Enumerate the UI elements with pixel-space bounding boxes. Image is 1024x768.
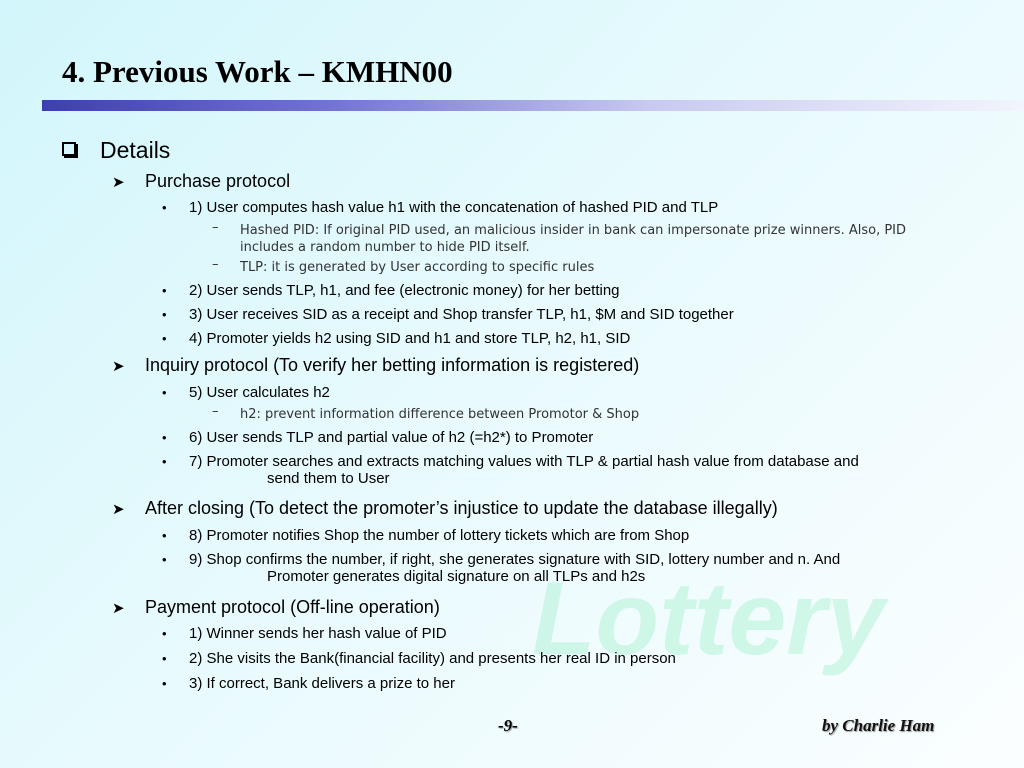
dot-bullet-icon: • [162,200,167,215]
note-line: h2: prevent information difference between Promotor & Shop [240,407,640,422]
dot-bullet-icon: • [162,676,167,691]
bullet-item [162,650,676,667]
bullet-item [162,306,734,323]
page-number: -9- [498,716,518,735]
checkbox-square-bullet-icon [62,142,76,156]
bullet-text-continued: Promoter generates digital signature on all TLPs and h2s [267,568,646,585]
sub-note-item [212,406,639,423]
dot-bullet-icon: • [162,385,167,400]
inquiry-protocol-label: Inquiry protocol (To verify her betting information is registered) [145,355,640,375]
dot-bullet-icon: • [162,552,167,567]
note-line-continued: includes a random number to hide PID itself. [240,240,530,255]
bullet-text: 9) Shop confirms the number, if right, she generates signature with SID, lottery number and n. And [189,551,841,568]
bullet-item [162,330,630,347]
slide-title: 4. Previous Work – KMHN00 [62,54,453,89]
bullet-item [162,551,840,585]
arrowhead-bullet-icon: ➤ [112,600,125,617]
inquiry-protocol-item [112,355,639,376]
dot-bullet-icon: • [162,528,167,543]
dot-bullet-icon: • [162,626,167,641]
author-credit: by Charlie Ham [822,716,935,735]
dot-bullet-icon: • [162,307,167,322]
bullet-item [162,384,330,401]
bullet-text: 3) User receives SID as a receipt and Shop transfer TLP, h1, $M and SID together [189,306,734,323]
bullet-text: 7) Promoter searches and extracts matching values with TLP & partial hash value from database and [189,453,859,470]
note-line: Hashed PID: If original PID used, an malicious insider in bank can impersonate prize winners. Also, PID [240,223,907,238]
arrowhead-bullet-icon: ➤ [112,174,125,191]
bullet-text: 8) Promoter notifies Shop the number of lottery tickets which are from Shop [189,527,690,544]
bullet-item [162,527,689,544]
payment-protocol-item [112,597,440,618]
after-closing-item [112,498,778,519]
dot-bullet-icon: • [162,331,167,346]
dash-bullet-icon: – [212,220,219,235]
dash-bullet-icon: – [212,257,219,272]
after-closing-label: After closing (To detect the promoter’s injustice to update the database illegally) [145,498,778,518]
sub-note-item [212,222,906,256]
note-line: TLP: it is generated by User according to specific rules [240,260,595,275]
arrowhead-bullet-icon: ➤ [112,501,125,518]
arrowhead-bullet-icon: ➤ [112,358,125,375]
bullet-text: 6) User sends TLP and partial value of h2 (=h2*) to Promoter [189,429,594,446]
payment-protocol-label: Payment protocol (Off-line operation) [145,597,440,617]
details-heading-item [62,137,170,164]
bullet-text: 2) User sends TLP, h1, and fee (electronic money) for her betting [189,282,620,299]
bullet-item [162,675,455,692]
bullet-item [162,282,620,299]
bullet-text: 2) She visits the Bank(financial facility) and presents her real ID in person [189,650,676,667]
bullet-text: 4) Promoter yields h2 using SID and h1 and store TLP, h2, h1, SID [189,330,631,347]
purchase-protocol-label: Purchase protocol [145,171,291,191]
dot-bullet-icon: • [162,454,167,469]
purchase-protocol-item [112,171,290,192]
bullet-text: 1) User computes hash value h1 with the concatenation of hashed PID and TLP [189,199,719,216]
bullet-text: 1) Winner sends her hash value of PID [189,625,447,642]
lottery-watermark: Lottery [532,561,885,677]
dot-bullet-icon: • [162,430,167,445]
bullet-text: 5) User calculates h2 [189,384,330,401]
sub-note-item [212,259,594,276]
bullet-item [162,199,718,216]
bullet-text: 3) If correct, Bank delivers a prize to her [189,675,455,692]
dot-bullet-icon: • [162,651,167,666]
bullet-item [162,429,593,446]
bullet-item [162,625,447,642]
dot-bullet-icon: • [162,283,167,298]
dash-bullet-icon: – [212,404,219,419]
bullet-text-continued: send them to User [267,470,390,487]
bullet-item [162,453,859,487]
details-heading: Details [100,137,171,163]
